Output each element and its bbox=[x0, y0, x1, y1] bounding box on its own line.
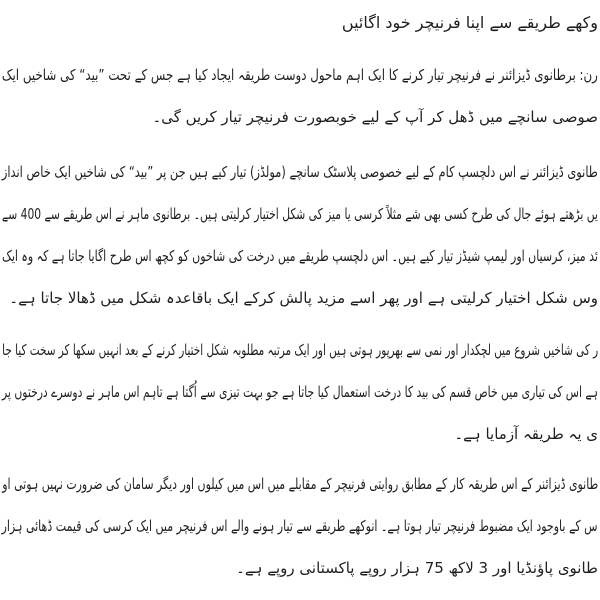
paragraph-line-text: ہے اس کی تیاری میں خاص قسم کی بید کا درخت استعمال کیا جاتا ہے جو بہت تیزی سے اُگتا ہے تاہم اس ماہر نے دوسرے درختوں پر bbox=[2, 383, 598, 401]
paragraph-line-text: طانوی پاؤنڈیا اور 3 لاکھ 75 ہزار روپے پاکستانی روپے ہے۔ bbox=[236, 559, 598, 577]
paragraph-line bbox=[0, 463, 598, 505]
paragraph-line-text: طانوی ڈیزائنر کے اس طریقہ کار کے مطابق روایتی فرنیچر کے مقابلے میں اس میں کیلوں اور دیگر سامان کی ضرورت نہیں ہوتی او bbox=[2, 475, 598, 493]
paragraph-3 bbox=[0, 329, 598, 455]
paragraph-line bbox=[0, 329, 598, 371]
paragraph-line bbox=[0, 277, 598, 319]
paragraph-line-text: رن: برطانوی ڈیزائنر نے فرنیچر تیار کرنے کا ایک اہم ماحول دوست طریقہ ایجاد کیا ہے جس کے تحت ”بید“ کی شاخیں ایک bbox=[2, 66, 598, 84]
paragraph-line bbox=[0, 193, 598, 235]
paragraph-1 bbox=[0, 54, 598, 138]
paragraph-line-text: یں بڑھتے ہوئے جال کی طرح کسی بھی شے مثلاً کرسی یا میز کی شکل اختیار کرلیتی ہیں۔ برطانوی ماہر نے اس طریقے سے 400 سے bbox=[2, 205, 598, 223]
paragraph-line bbox=[0, 413, 598, 455]
paragraph-line bbox=[0, 547, 598, 589]
paragraph-line-text: ر کی شاخیں شروع میں لچکدار اور نمی سے بھرپور ہوتی ہیں اور ایک مرتبہ مطلوبہ شکل اختیار کرنے کے بعد انہیں سکھا کر سخت کیا جا bbox=[2, 341, 598, 359]
paragraph-line bbox=[0, 151, 598, 193]
paragraph-line-text: صوصی سانچے میں ڈھل کر آپ کے لیے خوبصورت فرنیچر تیار کریں گی۔ bbox=[152, 108, 598, 126]
paragraph-line bbox=[0, 96, 598, 138]
paragraph-line-text: وس شکل اختیار کرلیتی ہے اور پھر اسے مزید پالش کرکے ایک باقاعدہ شکل میں ڈھالا جاتا ہے۔ bbox=[9, 289, 598, 307]
paragraph-line bbox=[0, 505, 598, 547]
paragraph-line bbox=[0, 235, 598, 277]
article-title bbox=[0, 8, 598, 38]
paragraph-line bbox=[0, 371, 598, 413]
paragraph-line-text: ئد میز، کرسیاں اور لیمپ شیڈز تیار کیے ہیں۔ اس دلچسپ طریقے میں درخت کی شاخوں کو کچھ اس طرح اگایا جاتا ہے کہ وہ ایک bbox=[2, 247, 598, 265]
article-title-text: وکھے طریقے سے اپنا فرنیچر خود اگائیں bbox=[341, 13, 598, 32]
paragraph-line-text: س کے باوجود ایک مضبوط فرنیچر تیار ہوتا ہے۔ انوکھے طریقے سے تیار ہونے والے اس فرنیچر میں ایک کرسی کی قیمت ڈھائی ہزار bbox=[2, 517, 598, 535]
paragraph-4 bbox=[0, 463, 598, 589]
paragraph-2 bbox=[0, 151, 598, 319]
paragraph-line bbox=[0, 54, 598, 96]
paragraph-line-text: طانوی ڈیزائنر نے اس دلچسپ کام کے لیے خصوصی پلاسٹک سانچے (مولڈز) تیار کیے ہیں جن پر ”بید“ کی شاخیں ایک خاص انداز bbox=[2, 163, 598, 181]
paragraph-line-text: ی یہ طریقہ آزمایا ہے۔ bbox=[454, 425, 598, 443]
